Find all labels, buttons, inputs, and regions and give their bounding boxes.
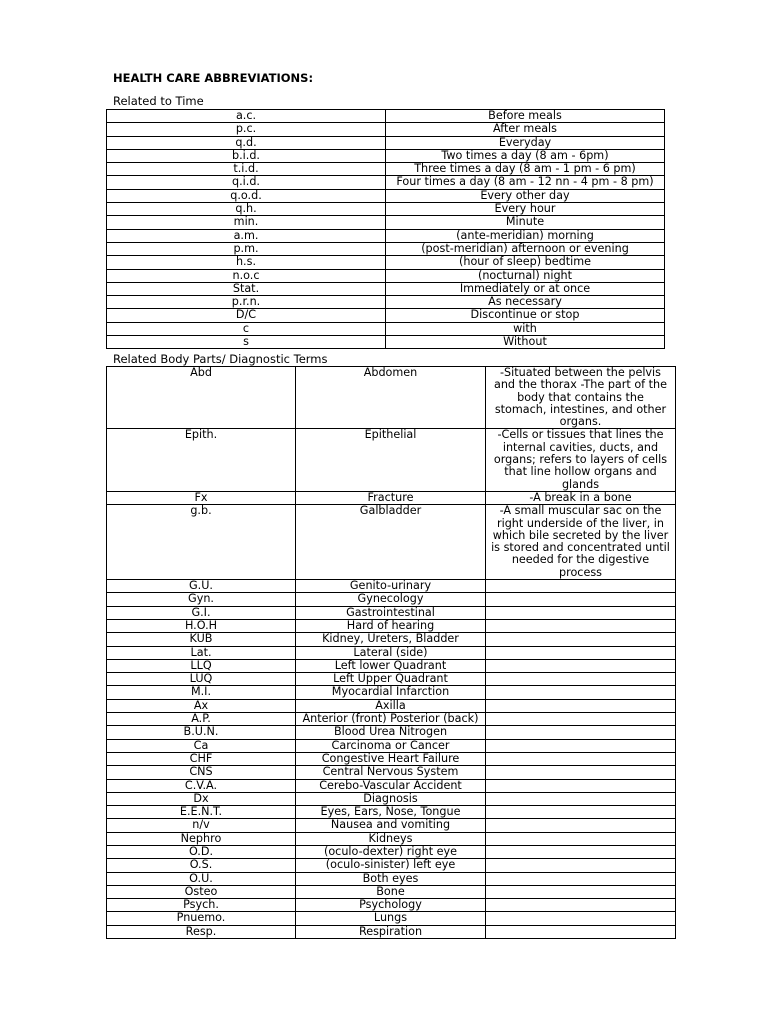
table-row xyxy=(107,593,676,606)
table-row xyxy=(107,216,665,229)
table-row xyxy=(107,203,665,216)
term-cell: Kidney, Ureters, Bladder xyxy=(296,633,486,646)
abbreviation-cell: O.S. xyxy=(107,859,296,872)
table-row xyxy=(107,885,676,898)
table-row xyxy=(107,242,665,255)
term-cell: Axilla xyxy=(296,699,486,712)
table-row xyxy=(107,699,676,712)
term-cell: Central Nervous System xyxy=(296,766,486,779)
table-row xyxy=(107,505,676,580)
description-cell xyxy=(486,699,676,712)
table-row xyxy=(107,806,676,819)
table-row xyxy=(107,726,676,739)
table-row xyxy=(107,149,665,162)
table-row xyxy=(107,752,676,765)
term-cell: Lateral (side) xyxy=(296,646,486,659)
abbreviation-cell: Lat. xyxy=(107,646,296,659)
table-row xyxy=(107,429,676,491)
abbreviation-cell: s xyxy=(107,336,386,349)
table-row xyxy=(107,189,665,202)
meaning-cell: Every other day xyxy=(386,189,665,202)
meaning-cell: (hour of sleep) bedtime xyxy=(386,256,665,269)
table-row xyxy=(107,832,676,845)
table-row xyxy=(107,713,676,726)
meaning-cell: Everyday xyxy=(386,136,665,149)
table-row xyxy=(107,296,665,309)
description-cell xyxy=(486,872,676,885)
table-row xyxy=(107,872,676,885)
abbreviation-cell: p.c. xyxy=(107,123,386,136)
table-row xyxy=(107,229,665,242)
term-cell: Diagnosis xyxy=(296,792,486,805)
table-row xyxy=(107,176,665,189)
abbreviation-cell: Ax xyxy=(107,699,296,712)
term-cell: Cerebo-Vascular Accident xyxy=(296,779,486,792)
term-cell: Blood Urea Nitrogen xyxy=(296,726,486,739)
term-cell: Gastrointestinal xyxy=(296,606,486,619)
meaning-cell: (post-meridian) afternoon or evening xyxy=(386,242,665,255)
abbreviation-cell: n/v xyxy=(107,819,296,832)
abbreviation-cell: LLQ xyxy=(107,659,296,672)
abbreviation-cell: H.O.H xyxy=(107,619,296,632)
meaning-cell: Without xyxy=(386,336,665,349)
description-cell xyxy=(486,819,676,832)
abbreviation-cell: p.m. xyxy=(107,242,386,255)
term-cell: Abdomen xyxy=(296,367,486,429)
table-row xyxy=(107,269,665,282)
abbreviation-cell: Fx xyxy=(107,491,296,504)
table-row xyxy=(107,136,665,149)
table-row xyxy=(107,686,676,699)
term-cell: Both eyes xyxy=(296,872,486,885)
table-row xyxy=(107,367,676,429)
term-cell: Fracture xyxy=(296,491,486,504)
description-cell xyxy=(486,752,676,765)
term-cell: (oculo-dexter) right eye xyxy=(296,845,486,858)
abbreviation-cell: LUQ xyxy=(107,673,296,686)
abbreviation-cell: CNS xyxy=(107,766,296,779)
table-row xyxy=(107,619,676,632)
abbreviation-cell: Gyn. xyxy=(107,593,296,606)
table-row xyxy=(107,899,676,912)
table-row xyxy=(107,633,676,646)
term-cell: Galbladder xyxy=(296,505,486,580)
description-cell xyxy=(486,885,676,898)
term-cell: Eyes, Ears, Nose, Tongue xyxy=(296,806,486,819)
description-cell: -A small muscular sac on the right underside of the liver, in which bile secreted by the liver is stored and concentrated until needed for the digestive process xyxy=(486,505,676,580)
abbreviation-cell: E.E.N.T. xyxy=(107,806,296,819)
term-cell: Myocardial Infarction xyxy=(296,686,486,699)
description-cell xyxy=(486,673,676,686)
meaning-cell: After meals xyxy=(386,123,665,136)
abbreviation-cell: Resp. xyxy=(107,925,296,938)
table-row xyxy=(107,739,676,752)
description-cell xyxy=(486,593,676,606)
abbreviation-cell: G.I. xyxy=(107,606,296,619)
meaning-cell: As necessary xyxy=(386,296,665,309)
body-terms-table xyxy=(106,366,676,939)
abbreviation-cell: q.o.d. xyxy=(107,189,386,202)
description-cell xyxy=(486,779,676,792)
table-row xyxy=(107,606,676,619)
table-row xyxy=(107,659,676,672)
table-row xyxy=(107,282,665,295)
description-cell xyxy=(486,619,676,632)
term-cell: Genito-urinary xyxy=(296,580,486,593)
abbreviation-cell: G.U. xyxy=(107,580,296,593)
description-cell xyxy=(486,832,676,845)
body-section-heading: Related Body Parts/ Diagnostic Terms xyxy=(113,352,328,366)
term-cell: Anterior (front) Posterior (back) xyxy=(296,713,486,726)
abbreviation-cell: t.i.d. xyxy=(107,163,386,176)
abbreviation-cell: CHF xyxy=(107,752,296,765)
description-cell xyxy=(486,646,676,659)
table-row xyxy=(107,322,665,335)
abbreviation-cell: a.c. xyxy=(107,110,386,123)
description-cell xyxy=(486,739,676,752)
term-cell: Bone xyxy=(296,885,486,898)
abbreviation-cell: A.P. xyxy=(107,713,296,726)
description-cell: -Situated between the pelvis and the thorax -The part of the body that contains the stomach, intestines, and other organs. xyxy=(486,367,676,429)
description-cell xyxy=(486,686,676,699)
abbreviation-cell: q.i.d. xyxy=(107,176,386,189)
table-row xyxy=(107,766,676,779)
abbreviation-cell: h.s. xyxy=(107,256,386,269)
table-row xyxy=(107,336,665,349)
abbreviation-cell: Stat. xyxy=(107,282,386,295)
abbreviation-cell: Pnuemo. xyxy=(107,912,296,925)
description-cell xyxy=(486,806,676,819)
description-cell xyxy=(486,912,676,925)
description-cell xyxy=(486,580,676,593)
table-row xyxy=(107,256,665,269)
description-cell xyxy=(486,659,676,672)
table-row xyxy=(107,580,676,593)
abbreviation-cell: Dx xyxy=(107,792,296,805)
meaning-cell: (ante-meridian) morning xyxy=(386,229,665,242)
meaning-cell: Every hour xyxy=(386,203,665,216)
table-row xyxy=(107,309,665,322)
time-abbreviations-table xyxy=(106,109,665,349)
table-row xyxy=(107,912,676,925)
abbreviation-cell: O.U. xyxy=(107,872,296,885)
description-cell xyxy=(486,606,676,619)
abbreviation-cell: Abd xyxy=(107,367,296,429)
abbreviation-cell: Ca xyxy=(107,739,296,752)
description-cell: -Cells or tissues that lines the internal cavities, ducts, and organs; refers to layers of cells that line hollow organs and glands xyxy=(486,429,676,491)
abbreviation-cell: a.m. xyxy=(107,229,386,242)
abbreviation-cell: Psych. xyxy=(107,899,296,912)
table-row xyxy=(107,792,676,805)
meaning-cell: (nocturnal) night xyxy=(386,269,665,282)
description-cell xyxy=(486,726,676,739)
meaning-cell: Discontinue or stop xyxy=(386,309,665,322)
description-cell xyxy=(486,859,676,872)
abbreviation-cell: O.D. xyxy=(107,845,296,858)
table-row xyxy=(107,646,676,659)
table-row xyxy=(107,925,676,938)
time-section-heading: Related to Time xyxy=(113,94,204,108)
abbreviation-cell: n.o.c xyxy=(107,269,386,282)
term-cell: Congestive Heart Failure xyxy=(296,752,486,765)
table-row xyxy=(107,673,676,686)
abbreviation-cell: Epith. xyxy=(107,429,296,491)
description-cell xyxy=(486,713,676,726)
term-cell: Carcinoma or Cancer xyxy=(296,739,486,752)
term-cell: Left Upper Quadrant xyxy=(296,673,486,686)
term-cell: Respiration xyxy=(296,925,486,938)
meaning-cell: with xyxy=(386,322,665,335)
term-cell: Gynecology xyxy=(296,593,486,606)
term-cell: Hard of hearing xyxy=(296,619,486,632)
table-row xyxy=(107,491,676,504)
abbreviation-cell: D/C xyxy=(107,309,386,322)
meaning-cell: Minute xyxy=(386,216,665,229)
description-cell xyxy=(486,792,676,805)
abbreviation-cell: p.r.n. xyxy=(107,296,386,309)
abbreviation-cell: C.V.A. xyxy=(107,779,296,792)
meaning-cell: Two times a day (8 am - 6pm) xyxy=(386,149,665,162)
abbreviation-cell: Osteo xyxy=(107,885,296,898)
term-cell: Lungs xyxy=(296,912,486,925)
term-cell: Left lower Quadrant xyxy=(296,659,486,672)
meaning-cell: Three times a day (8 am - 1 pm - 6 pm) xyxy=(386,163,665,176)
table-row xyxy=(107,819,676,832)
abbreviation-cell: q.d. xyxy=(107,136,386,149)
meaning-cell: Immediately or at once xyxy=(386,282,665,295)
abbreviation-cell: b.i.d. xyxy=(107,149,386,162)
table-row xyxy=(107,779,676,792)
meaning-cell: Before meals xyxy=(386,110,665,123)
abbreviation-cell: c xyxy=(107,322,386,335)
table-row xyxy=(107,110,665,123)
meaning-cell: Four times a day (8 am - 12 nn - 4 pm - 8 pm) xyxy=(386,176,665,189)
abbreviation-cell: g.b. xyxy=(107,505,296,580)
term-cell: Psychology xyxy=(296,899,486,912)
description-cell xyxy=(486,766,676,779)
table-row xyxy=(107,845,676,858)
description-cell xyxy=(486,845,676,858)
description-cell xyxy=(486,899,676,912)
abbreviation-cell: Nephro xyxy=(107,832,296,845)
abbreviation-cell: B.U.N. xyxy=(107,726,296,739)
abbreviation-cell: M.I. xyxy=(107,686,296,699)
table-row xyxy=(107,163,665,176)
term-cell: Nausea and vomiting xyxy=(296,819,486,832)
term-cell: Kidneys xyxy=(296,832,486,845)
document-title: HEALTH CARE ABBREVIATIONS: xyxy=(113,71,314,85)
table-row xyxy=(107,859,676,872)
table-row xyxy=(107,123,665,136)
abbreviation-cell: KUB xyxy=(107,633,296,646)
term-cell: Epithelial xyxy=(296,429,486,491)
abbreviation-cell: min. xyxy=(107,216,386,229)
term-cell: (oculo-sinister) left eye xyxy=(296,859,486,872)
abbreviation-cell: q.h. xyxy=(107,203,386,216)
description-cell xyxy=(486,925,676,938)
description-cell xyxy=(486,633,676,646)
description-cell: -A break in a bone xyxy=(486,491,676,504)
